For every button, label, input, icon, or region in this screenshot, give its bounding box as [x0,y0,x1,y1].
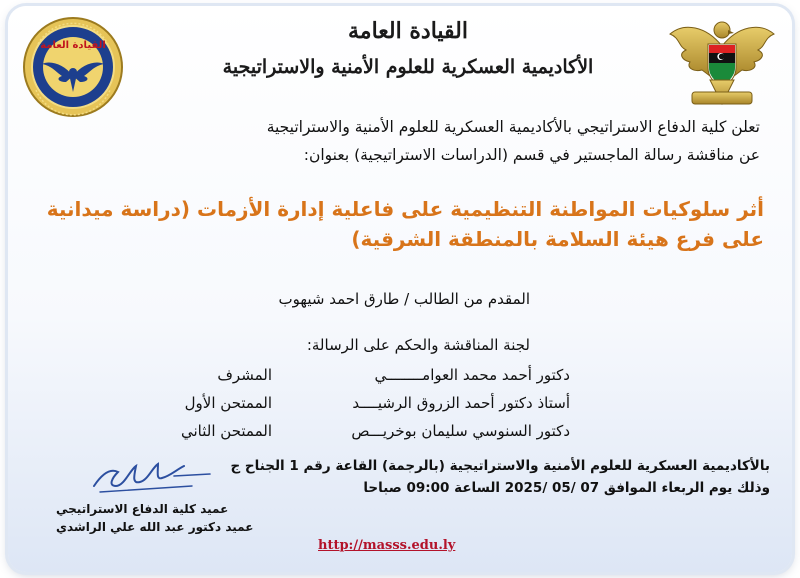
committee-member-name: أستاذ دكتور أحمد الزروق الرشيــــد [352,394,570,412]
venue-line: بالأكاديمية العسكرية للعلوم الأمنية والاستراتيجية (بالرجمة) القاعة رقم 1 الجناح ج [230,458,770,474]
student-name: المقدم من الطالب / طارق احمد شيهوب [278,290,530,308]
academy-logo-icon [22,16,124,118]
academy-logo-label: القيادة العامة [40,40,106,51]
committee-member-name: دكتور السنوسي سليمان بوخريـــص [351,422,570,440]
announcement-intro-line1: تعلن كلية الدفاع الاستراتيجي بالأكاديمية العسكرية للعلوم الأمنية والاستراتيجية [266,118,760,136]
committee-heading: لجنة المناقشة والحكم على الرسالة: [306,336,530,354]
website-link[interactable]: http://masss.edu.ly [318,538,456,553]
dean-name: عميد دكتور عبد الله علي الراشدي [56,520,254,534]
date-line: وذلك يوم الربعاء الموافق 07 /05 /2025 الساعة 09:00 صباحا [363,480,770,496]
committee-member-name: دكتور أحمد محمد العوامــــــــي [374,366,570,384]
academy-name: الأكاديمية العسكرية للعلوم الأمنية والاستراتيجية [222,56,594,78]
thesis-title: أثر سلوكيات المواطنة التنظيمية على فاعلية إدارة الأزمات (دراسة ميدانية على فرع هيئة السلامة بالمنطقة الشرقية) [46,197,764,251]
committee-member-role: الممتحن الثاني [181,422,272,440]
dean-signature-icon [88,452,218,498]
certificate-frame [8,6,792,572]
committee-member-role: المشرف [217,366,272,384]
page-title: القيادة العامة [348,18,468,44]
eagle-emblem-icon [666,16,778,112]
dean-title: عميد كلية الدفاع الاستراتيجي [56,502,229,516]
committee-member-role: الممتحن الأول [184,394,272,412]
announcement-intro-line2: عن مناقشة رسالة الماجستير في قسم (الدراسات الاستراتيجية) بعنوان: [303,146,760,164]
